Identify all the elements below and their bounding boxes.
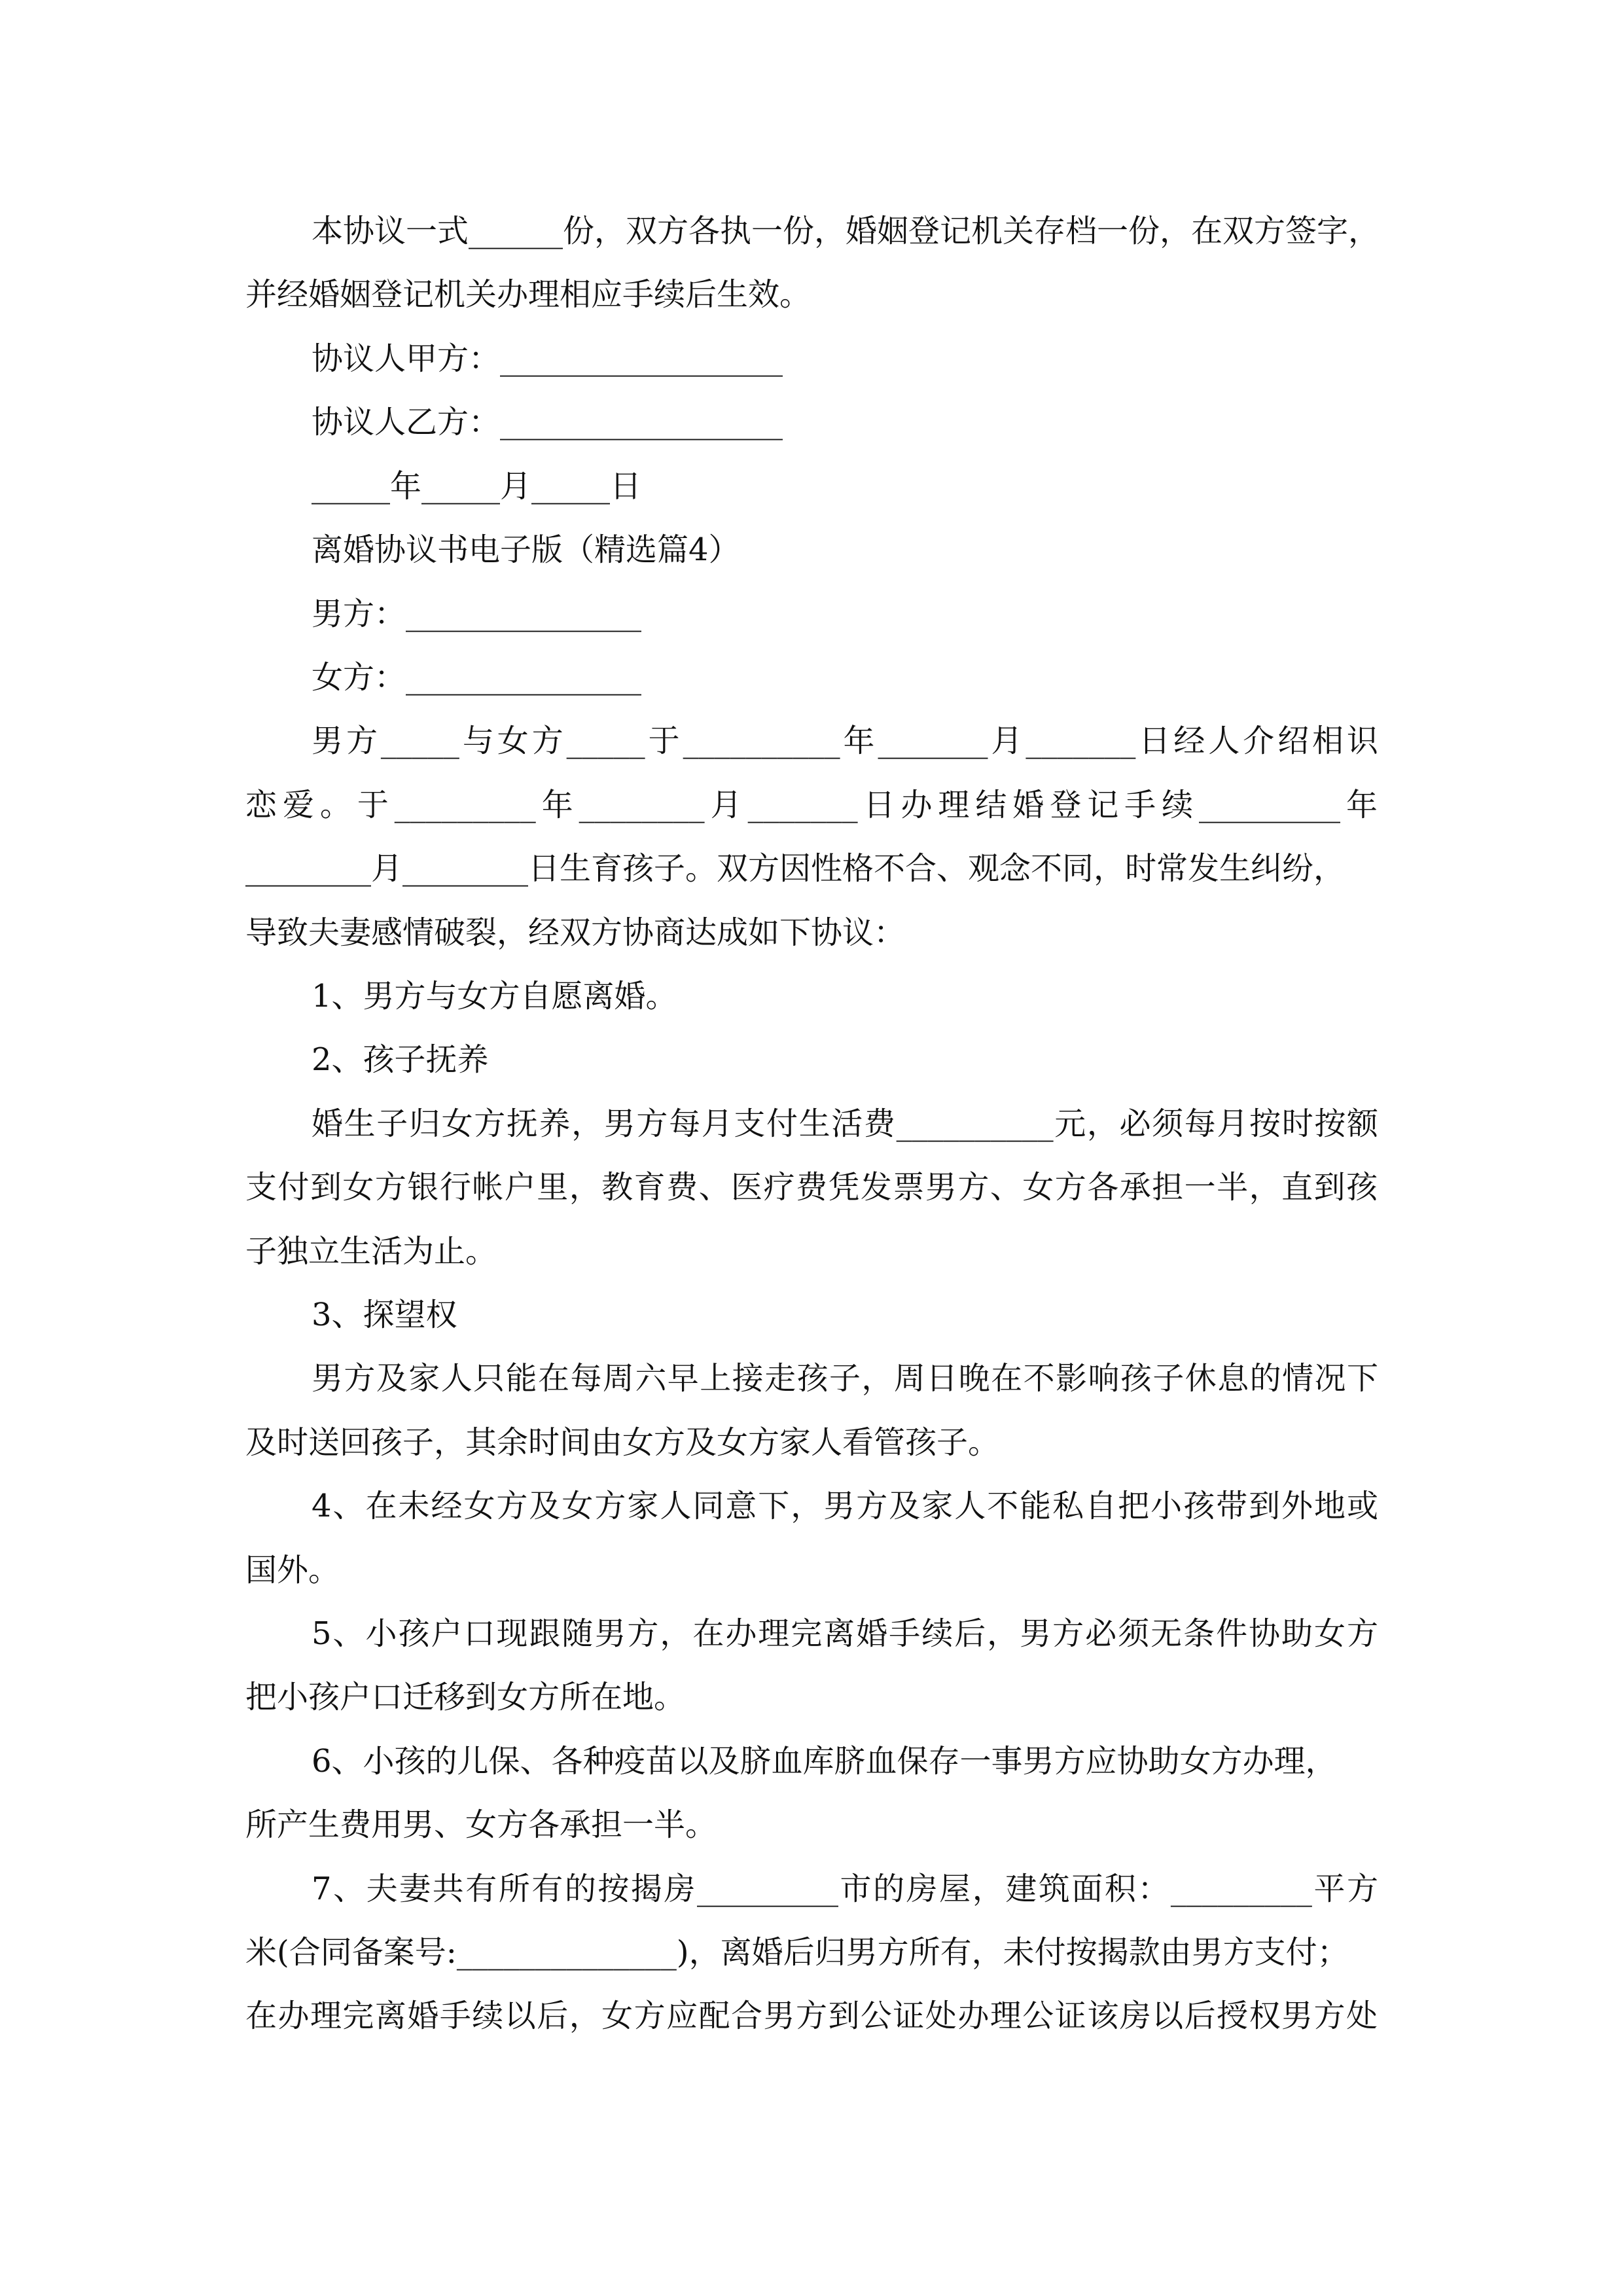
clause-5: 5、小孩户口现跟随男方，在办理完离婚手续后，男方必须无条件协助女方 bbox=[312, 1615, 1378, 1652]
paragraph-line: 恋爱。于_________年________月_______日办理结婚登记手续_________年 bbox=[245, 787, 1378, 823]
signature-line-party-b: 协议人乙方：__________________ bbox=[312, 404, 783, 440]
date-line: _____年_____月_____日 bbox=[312, 468, 642, 505]
clause-2-heading: 2、孩子抚养 bbox=[312, 1041, 489, 1078]
clause-6: 6、小孩的儿保、各种疫苗以及脐血库脐血保存一事男方应协助女方办理， bbox=[312, 1743, 1337, 1780]
paragraph-line: 及时送回孩子，其余时间由女方及女方家人看管孩子。 bbox=[245, 1424, 1000, 1461]
section-title: 离婚协议书电子版（精选篇4） bbox=[312, 531, 740, 568]
paragraph-line: 支付到女方银行帐户里，教育费、医疗费凭发票男方、女方各承担一半，直到孩 bbox=[245, 1169, 1378, 1206]
clause-4: 4、在未经女方及女方家人同意下，男方及家人不能私自把小孩带到外地或 bbox=[312, 1488, 1378, 1524]
paragraph-line: 本协议一式______份，双方各执一份，婚姻登记机关存档一份，在双方签字， bbox=[312, 213, 1380, 249]
signature-line-party-a: 协议人甲方：__________________ bbox=[312, 340, 783, 377]
female-party-line: 女方：_______________ bbox=[312, 659, 642, 696]
paragraph-line: ________月________日生育孩子。双方因性格不合、观念不同，时常发生纠纷， bbox=[245, 850, 1346, 887]
clause-7: 7、夫妻共有所有的按揭房_________市的房屋，建筑面积：_________平方 bbox=[312, 1871, 1378, 1907]
clause-1: 1、男方与女方自愿离婚。 bbox=[312, 978, 677, 1014]
paragraph-line: 男方_____与女方_____于__________年_______月_______日经人介绍相识 bbox=[312, 723, 1378, 759]
paragraph-line: 导致夫妻感情破裂，经双方协商达成如下协议： bbox=[245, 914, 906, 951]
paragraph-line: 所产生费用男、女方各承担一半。 bbox=[245, 1806, 717, 1843]
paragraph-line: 在办理完离婚手续以后，女方应配合男方到公证处办理公证该房以后授权男方处 bbox=[245, 1998, 1378, 2034]
paragraph-line: 米(合同备案号:______________)，离婚后归男方所有，未付按揭款由男方支付； bbox=[245, 1934, 1349, 1971]
male-party-line: 男方：_______________ bbox=[312, 596, 642, 632]
paragraph-line: 国外。 bbox=[245, 1552, 340, 1588]
paragraph-line: 并经婚姻登记机关办理相应手续后生效。 bbox=[245, 276, 812, 313]
paragraph-line: 男方及家人只能在每周六早上接走孩子，周日晚在不影响孩子休息的情况下 bbox=[312, 1360, 1378, 1397]
clause-3-heading: 3、探望权 bbox=[312, 1297, 457, 1333]
paragraph-line: 把小孩户口迁移到女方所在地。 bbox=[245, 1679, 686, 1715]
paragraph-line: 子独立生活为止。 bbox=[245, 1233, 497, 1270]
paragraph-line: 婚生子归女方抚养，男方每月支付生活费__________元，必须每月按时按额 bbox=[312, 1105, 1378, 1142]
